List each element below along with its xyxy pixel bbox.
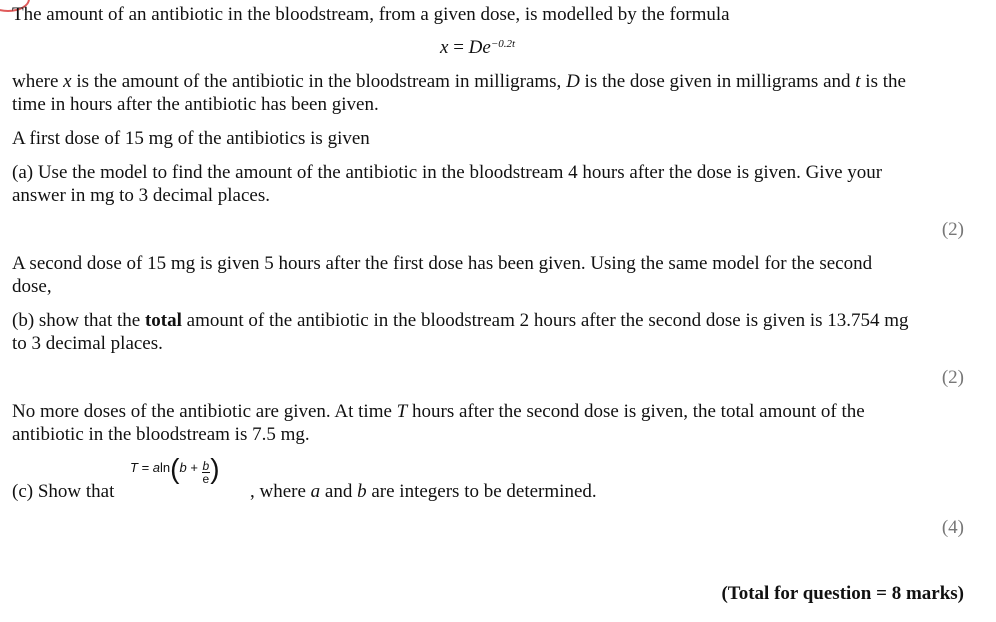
formula-exponent: −0.2t [490,38,516,50]
pc-post-b: b [357,481,367,502]
no-more-T: T [396,401,408,422]
first-dose-text: A first dose of 15 mg of the antibiotics is given [12,128,370,149]
formula-equals: = [448,37,469,58]
pc-and: and [320,481,358,502]
pc-post-a: a [310,481,321,502]
part-b-bold: total [144,310,182,331]
def-p2: is the amount of the antibiotic in the bloodstream in milligrams, [71,71,567,92]
def-p1: where [12,71,64,92]
part-b-pre: (b) show that the [12,310,145,331]
no-more-line2: antibiotic in the bloodstream is 7.5 mg. [12,424,310,445]
pc-comma: , where [250,481,311,502]
part-b-post: amount of the antibiotic in the bloodstream 2 hours after the second dose is given is 13.754 mg [181,310,909,331]
formula-rhs: De [468,37,491,58]
pc-plus: + [186,460,202,475]
intro-text: The amount of an antibiotic in the bloodstream, from a given dose, is modelled by the formula [12,4,730,25]
second-dose-line1: A second dose of 15 mg is given 5 hours after the first dose has been given. Using the same model for the second [12,253,873,274]
no-more-pre: No more doses of the antibiotic are given. At time [12,401,397,422]
pc-eq: = [137,460,153,475]
pc-num: b [202,459,210,474]
pc-b: b [179,460,187,475]
pc-end: are integers to be determined. [366,481,597,502]
part-c-label: (c) Show that [12,481,115,502]
pc-T: T [130,460,138,475]
pc-ln: ln [160,460,171,475]
part-c-marks: (4) [941,517,964,538]
def-p3: is the dose given in milligrams and [579,71,856,92]
def-line2: time in hours after the antibiotic has been given. [12,94,379,115]
second-dose-line2: dose, [12,276,52,297]
pc-den: e [202,472,210,487]
pc-fraction [202,460,211,485]
part-c-rest [250,480,597,503]
part-a-line2: answer in mg to 3 decimal places. [12,185,271,206]
part-b-text [12,309,962,355]
part-c-formula [130,453,220,487]
def-t: t [855,71,861,92]
pc-close-paren: ) [210,453,220,484]
part-a-marks: (2) [941,219,964,240]
total-marks: (Total for question = 8 marks) [721,583,964,604]
pc-a: a [152,460,161,475]
part-b-line2: to 3 decimal places. [12,333,163,354]
def-D: D [566,71,580,92]
formula-lhs: x [440,37,449,58]
def-x: x [63,71,72,92]
def-p4: is the [860,71,906,92]
part-b-marks: (2) [941,367,964,388]
part-a-line1: (a) Use the model to find the amount of the antibiotic in the bloodstream 4 hours after the dose is given. Give your [12,162,883,183]
part-a-text [12,161,962,207]
second-dose-text [12,252,962,298]
definitions-text [12,70,962,116]
pc-open-paren: ( [170,453,180,484]
no-more-post: hours after the second dose is given, the total amount of the [407,401,865,422]
model-formula [440,36,515,59]
no-more-doses-text [12,400,962,446]
